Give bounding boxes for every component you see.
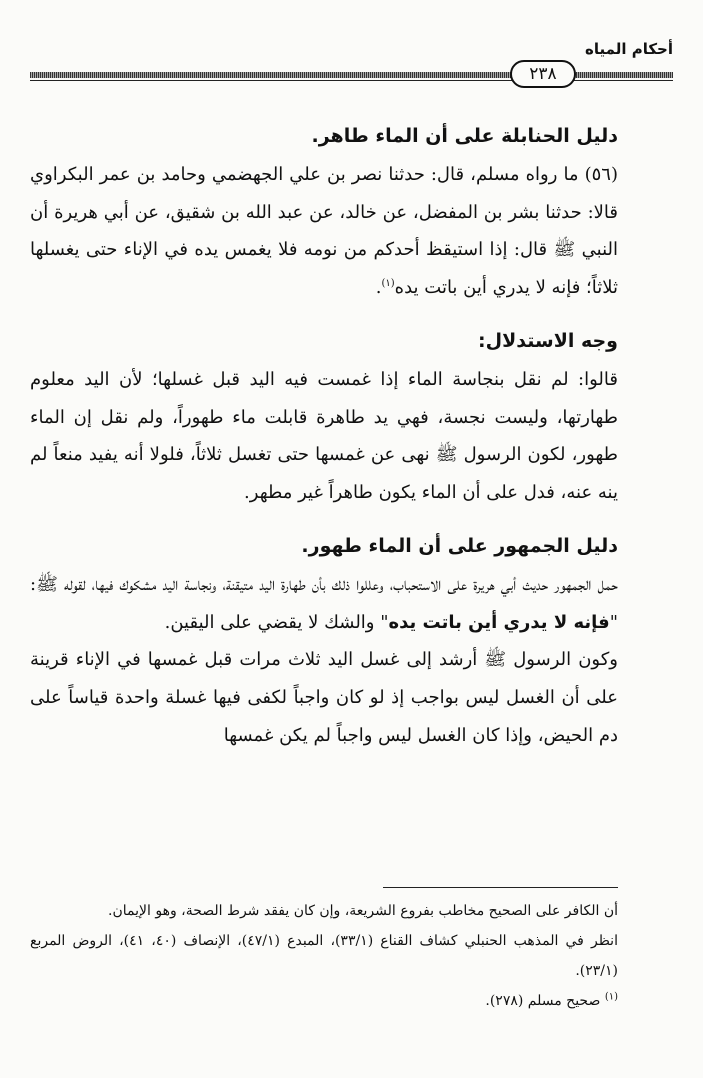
hanabila-end: . (375, 277, 382, 299)
paragraph-wajh-istidlal: قالوا: لم نقل بنجاسة الماء إذا غمست فيه اليد قبل غسلها؛ لأن اليد معلوم طهارتها، وليست نجسة، فهي يد طاهرة قابلت ماء طهوراً، ولم نقل إن الماء طهور، لكون الرسول ﷺ نهى عن غمسها حتى تغسل ثلاثاً، فلولا أنه يفيد منعاً لم ينه عنه، فدل على أن الماء يكون طاهراً غير مطهر. (30, 368, 618, 504)
header-rule (30, 72, 673, 78)
footnote-marker-1: (١) (381, 278, 395, 290)
paragraph-jumhur-1 (30, 566, 618, 642)
footnote-1-marker: (١) (604, 991, 618, 1003)
jumhur-text-2: " والشك لا يقضي على اليقين. (164, 611, 389, 633)
hadith-quote: فإنه لا يدري أين باتت يده (388, 611, 610, 633)
spacer (30, 307, 618, 323)
running-title: أحكام المياه (585, 40, 673, 58)
paragraph-jumhur-2: وكون الرسول ﷺ أرشد إلى غسل اليد ثلاث مرات قبل غمسها في الإناء قرينة على أن الغسل ليس بواجب إذ لو كان واجباً لكفى فيها غسلة واحدة قياساً على دم الحيض، وإذا كان الغسل ليس واجباً لم يكن غمسها (30, 649, 618, 746)
section-heading-wajh: وجه الاستدلال: (478, 329, 618, 352)
section-heading-hanabila: دليل الحنابلة على أن الماء طاهر. (311, 125, 618, 147)
jumhur-text-1: حمل الجمهور حديث أبي هريرة على الاستحباب، وعللوا ذلك بأن طهارة اليد متيقنة، ونجاسة اليد مشكوك فيها، لقوله ﷺ: " (30, 573, 618, 633)
page-body (30, 118, 618, 755)
paragraph-hanabila-evidence (30, 156, 618, 307)
header-rule-line (30, 80, 673, 81)
footnote-madhhab: انظر في المذهب الحنبلي كشاف القناع (٣٣/١)، المبدع (٤٧/١)، الإنصاف (٤٠، ٤١)، الروض المربع (٢٣/١). (30, 933, 618, 979)
footnotes (30, 887, 618, 1016)
footnote-1-text: صحيح مسلم (٢٧٨). (485, 993, 601, 1009)
page-number: ٢٣٨ (510, 60, 576, 88)
footnote-carry-over: أن الكافر على الصحيح مخاطب بفروع الشريعة، وإن كان يفقد شرط الصحة، وهو الإيمان. (108, 903, 618, 919)
spacer (30, 512, 618, 528)
footnote-rule (383, 887, 618, 888)
section-heading-jumhur: دليل الجمهور على أن الماء طهور. (301, 534, 618, 557)
hanabila-text: (٥٦) ما رواه مسلم، قال: حدثنا نصر بن علي الجهضمي وحامد بن عمر البكراوي قالا: حدثنا بشر بن المفضل، عن خالد، عن عبد الله بن شقيق، عن أبي هريرة أن النبي ﷺ قال: إذا استيقظ أحدكم من نومه فلا يغمس يده في الإناء حتى يغسلها ثلاثاً؛ فإنه لا يدري أين باتت يده (30, 163, 618, 299)
footnote-1 (30, 986, 618, 1016)
